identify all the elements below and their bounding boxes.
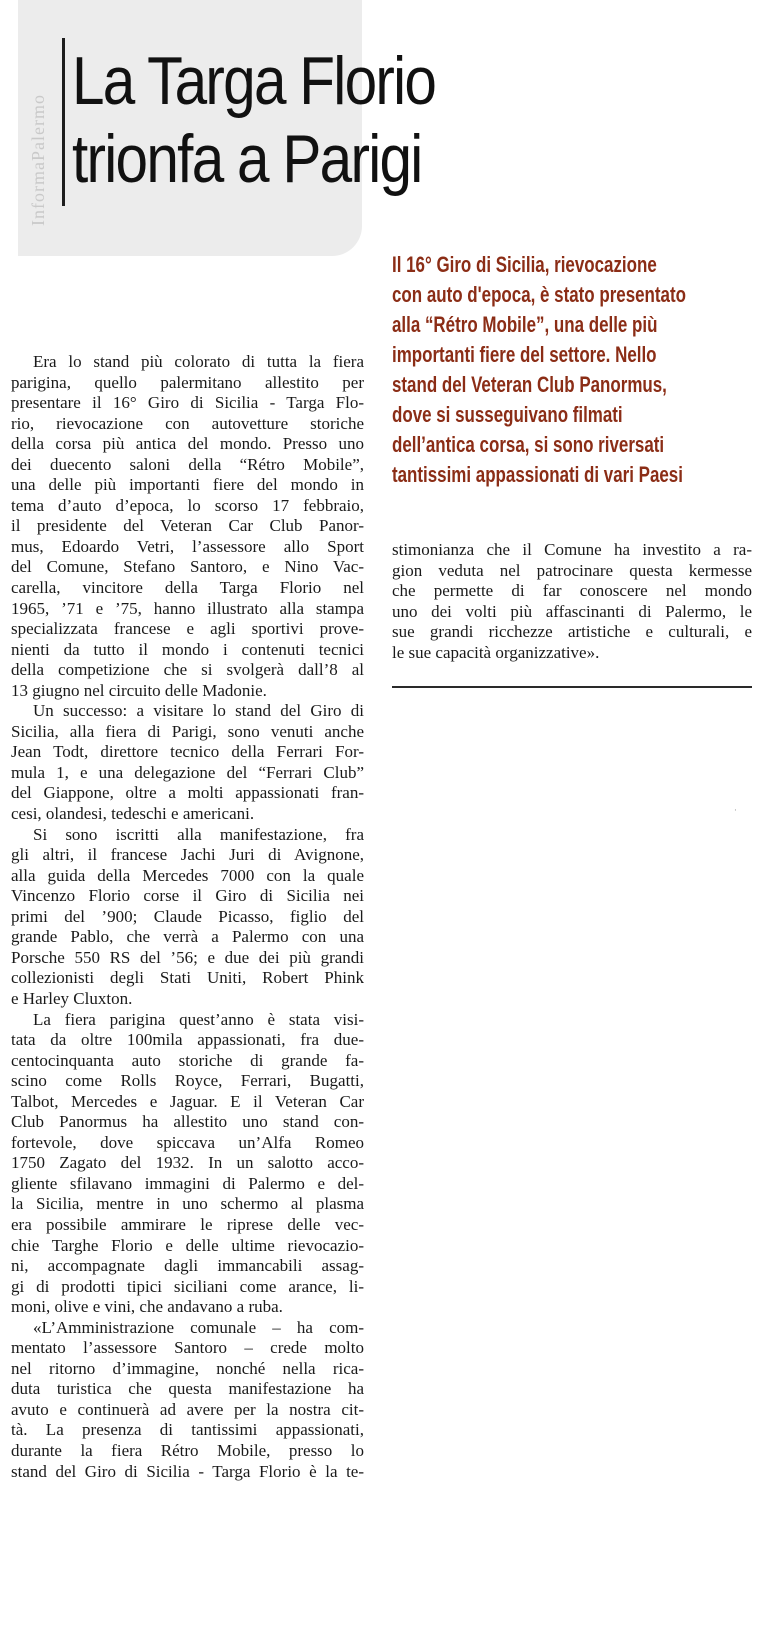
article-line: nel ritorno d’immagine, nonché nella rica-: [11, 1358, 364, 1378]
lead-line: dell’antica corsa, si sono riversati: [392, 432, 665, 457]
article-line: gli altri, il francese Jachi Juri di Avignone,: [11, 845, 364, 865]
article-right-column: [392, 540, 752, 664]
article-line: 1965, ’71 e ’75, hanno illustrato alla stampa: [11, 598, 364, 618]
article-line: La fiera parigina quest’anno è stata visi-: [33, 1009, 364, 1029]
article-line: era possibile ammirare le riprese delle vec-: [11, 1214, 364, 1234]
lead-line: importanti fiere del settore. Nello: [392, 342, 657, 367]
article-line: tema d’auto d’epoca, lo scorso 17 febbraio,: [11, 495, 364, 515]
article-line: e Harley Cluxton.: [11, 988, 133, 1008]
lead-line: tantissimi appassionati di vari Paesi: [392, 462, 683, 487]
scan-speck: ·: [734, 806, 737, 816]
article-line: le sue capacità organizzative».: [392, 642, 600, 662]
article-line: del Giappone, oltre a molti appassionati fran-: [11, 783, 364, 803]
article-line: «L’Amministrazione comunale – ha com-: [33, 1317, 364, 1337]
article-line: presentare il 16° Giro di Sicilia - Targa Flo-: [11, 393, 364, 413]
lead-line: dove si susseguivano filmati: [392, 402, 623, 427]
article-line: fortevole, dove spiccava un’Alfa Romeo: [11, 1132, 364, 1152]
article-line: che permette di far conoscere nel mondo: [392, 581, 752, 601]
article-line: sue grandi ricchezze artistiche e culturali, e: [392, 622, 752, 642]
title-line: La Targa Florio: [72, 43, 436, 119]
title-divider: [62, 38, 65, 206]
article-line: chie Targhe Florio e delle ultime rievocazio-: [11, 1235, 364, 1255]
article-line: 1750 Zagato del 1932. In un salotto acco-: [11, 1153, 364, 1173]
article-line: una delle più importanti fiere del mondo in: [11, 475, 364, 495]
article-left-column: [11, 352, 364, 1482]
article-line: ni, accompagnate dagli immancabili assag-: [11, 1256, 364, 1276]
article-line: mentato l’assessore Santoro – crede molto: [11, 1338, 364, 1358]
article-line: stimonianza che il Comune ha investito a ra-: [392, 540, 752, 559]
article-line: durante la fiera Rétro Mobile, presso lo: [11, 1440, 364, 1460]
article-line: del Comune, Stefano Santoro, e Nino Vac-: [11, 557, 364, 577]
article-line: alla guida della Mercedes 7000 con la quale: [11, 865, 364, 885]
article-line: centocinquanta auto storiche di grande fa-: [11, 1050, 364, 1070]
article-line: Vincenzo Florio corse il Giro di Sicilia nei: [11, 886, 364, 906]
title-line: trionfa a Parigi: [72, 121, 422, 197]
article-line: tà. La presenza di tantissimi appassionati,: [11, 1420, 364, 1440]
article-line: collezionisti degli Stati Uniti, Robert Phink: [11, 968, 364, 988]
article-line: mula 1, e una delegazione del “Ferrari Club”: [11, 762, 364, 782]
article-line: della competizione che si svolgerà dall’8 al: [11, 660, 364, 680]
article-line: cesi, olandesi, tedeschi e americani.: [11, 804, 255, 824]
magazine-side-label: InformaPalermo: [28, 94, 48, 226]
lead-paragraph: [392, 250, 731, 490]
article-line: carella, vincitore della Targa Florio nel: [11, 578, 364, 598]
article-line: Un successo: a visitare lo stand del Giro di: [33, 701, 364, 721]
article-line: avuto e continuerà ad avere per la nostra cit-: [11, 1399, 364, 1419]
article-line: Porsche 550 RS del ’56; e due dei più grandi: [11, 947, 364, 967]
lead-line: stand del Veteran Club Panormus,: [392, 372, 667, 397]
article-line: dei duecento saloni della “Rétro Mobile”,: [11, 454, 364, 474]
lead-line: alla “Rétro Mobile”, una delle più: [392, 312, 658, 337]
lead-line: con auto d'epoca, è stato presentato: [392, 282, 686, 307]
article-line: tata da oltre 100mila appassionati, fra due-: [11, 1030, 364, 1050]
article-line: gion veduta nel patrocinare questa kermesse: [392, 560, 752, 580]
article-line: la Sicilia, mentre in uno schermo al plasma: [11, 1194, 364, 1214]
article-line: rio, rievocazione con autovetture storiche: [11, 413, 364, 433]
article-line: scino come Rolls Royce, Ferrari, Bugatti,: [11, 1071, 364, 1091]
article-line: duta turistica che questa manifestazione ha: [11, 1379, 364, 1399]
article-line: gi di prodotti tipici siciliani come arance, li-: [11, 1276, 364, 1296]
article-line: mus, Edoardo Vetri, l’assessore allo Sport: [11, 536, 364, 556]
article-line: primi del ’900; Claude Picasso, figlio del: [11, 906, 364, 926]
article-line: Club Panormus ha allestito uno stand con-: [11, 1112, 364, 1132]
article-line: il presidente del Veteran Car Club Panor-: [11, 516, 364, 536]
article-line: Jean Todt, direttore tecnico della Ferrari For-: [11, 742, 364, 762]
article-line: stand del Giro di Sicilia - Targa Florio è la te-: [11, 1461, 364, 1481]
article-line: nienti da tutto il mondo i contenuti tecnici: [11, 639, 364, 659]
article-line: specializzata francese e agli sportivi prove-: [11, 619, 364, 639]
article-line: parigina, quello palermitano allestito per: [11, 372, 364, 392]
article-line: Era lo stand più colorato di tutta la fiera: [33, 352, 364, 371]
article-line: Talbot, Mercedes e Jaguar. E il Veteran Car: [11, 1091, 364, 1111]
article-line: Sicilia, alla fiera di Parigi, sono venuti anche: [11, 721, 364, 741]
lead-line: Il 16° Giro di Sicilia, rievocazione: [392, 252, 657, 277]
page-title: [72, 42, 476, 198]
column-end-rule: [392, 686, 752, 688]
article-line: 13 giugno nel circuito delle Madonie.: [11, 680, 267, 700]
article-line: grande Pablo, che verrà a Palermo con una: [11, 927, 364, 947]
article-line: della corsa più antica del mondo. Presso uno: [11, 434, 364, 454]
article-line: Si sono iscritti alla manifestazione, fra: [33, 824, 364, 844]
article-line: uno dei volti più affascinanti di Palermo, le: [392, 601, 752, 621]
article-line: gliente sfilavano immagini di Palermo e del-: [11, 1173, 364, 1193]
article-line: moni, olive e vini, che andavano a ruba.: [11, 1297, 283, 1317]
